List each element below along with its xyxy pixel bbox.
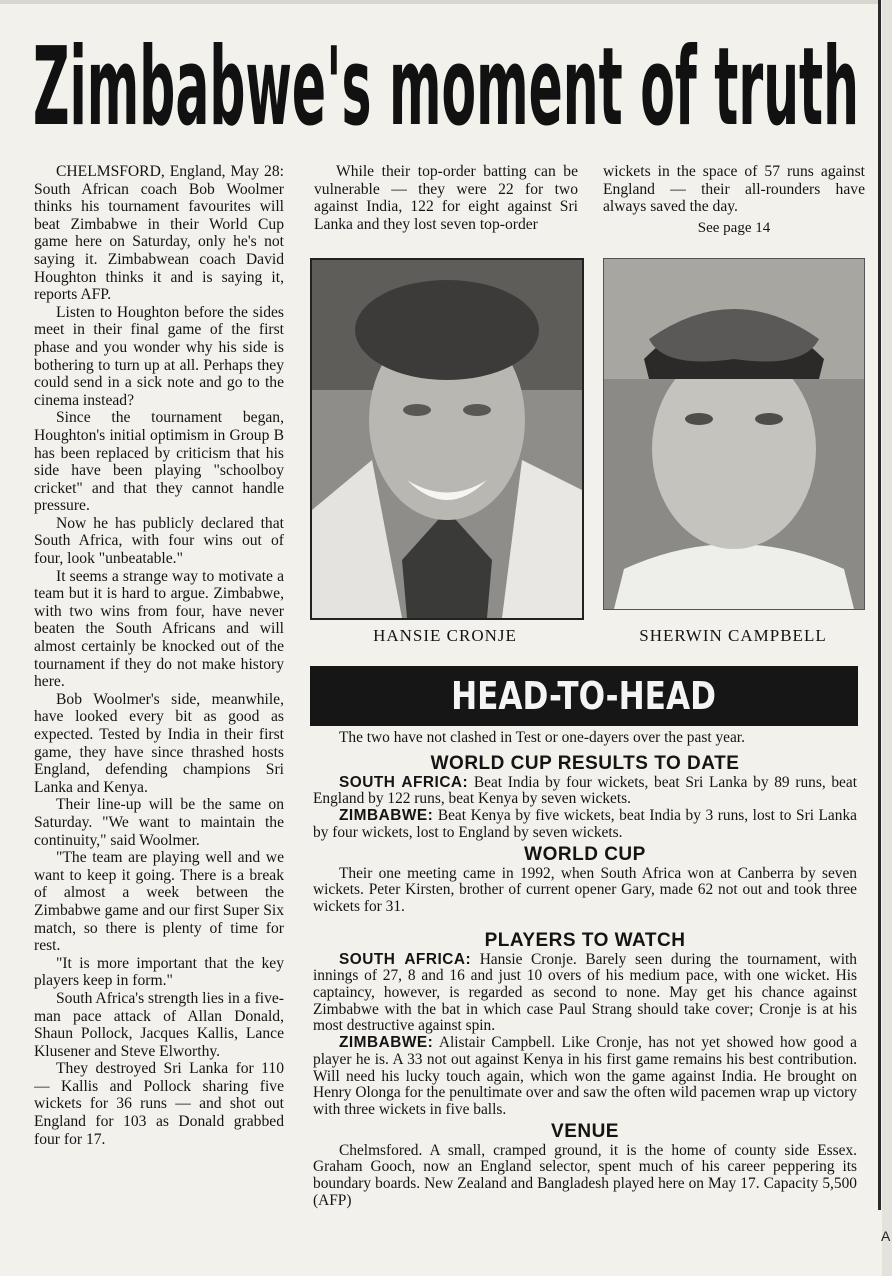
paragraph: Now he has publicly declared that South Africa, with four wins out of four, look "unbeatable.": [34, 514, 284, 568]
edge-letter: A: [881, 1228, 891, 1244]
banner-title: HEAD-TO-HEAD: [451, 674, 717, 718]
page-edge: [882, 0, 892, 1276]
paragraph: It seems a strange way to motivate a team but it is hard to argue. Zimbabwe, with two wins from four, have never beaten the South Africans and will almost certainly be knocked out of the tournament if they do not make history here.: [34, 567, 284, 691]
article-column-3: [603, 163, 865, 253]
zim-player: [313, 1035, 857, 1119]
world-cup-text: Their one meeting came in 1992, when South Africa won at Canberra by seven wickets. Peter Kirsten, brother of current opener Gary, made 62 not out and took three wickets for 31.: [313, 864, 857, 915]
article-column-1: [34, 163, 284, 1253]
paragraph: "The team are playing well and we want to keep it going. There is a break of almost a week between the Zimbabwe game and our first Super Six match, so there is plenty of time for rest.: [34, 849, 284, 955]
column-rule: [878, 0, 881, 1210]
world-cup-heading: WORLD CUP: [524, 843, 646, 865]
photo-caption: SHERWIN CAMPBELL: [639, 626, 827, 645]
paragraph: They destroyed Sri Lanka for 110 — Kallis and Pollock sharing five wickets for 36 runs — and shot out England for 103 as Donald grabbed four for 17.: [34, 1060, 284, 1148]
team-label: SOUTH AFRICA:: [339, 773, 469, 791]
paragraph: Bob Woolmer's side, meanwhile, have looked every bit as good as expected. Tested by India in their first game, they have since thrashed hosts England, defending champions Sri Lanka and Kenya.: [34, 690, 284, 796]
player-text: Alistair Campbell. Like Cronje, has not yet showed how good a player he is. A 33 not out against Kenya in his first game remains his best contribution. Will need his lucky touch again, which won the game against India. He brought on Henry Olonga for the penultimate over and saw the often wild pacemen wrap up victory with three wickets in five balls.: [313, 1034, 857, 1118]
paragraph: Listen to Houghton before the sides meet in their final game of the first phase and you wonder why his side is bothering to turn up at all. Perhaps they could send in a sick note and go to the cinema instead?: [34, 303, 284, 409]
head-to-head-section: [313, 730, 857, 1250]
top-border: [0, 0, 878, 4]
player-text: Hansie Cronje. Barely seen during the tournament, with innings of 27, 8 and 16 and just 10 overs of his medium pace, with one wicket. His captaincy, however, is regarded as second to none. May get his chance against Zimbabwe with the bat in which case Paul Strang should take cover; Cronje is at his most destructive against spin.: [313, 950, 857, 1035]
paragraph: CHELMSFORD, England, May 28: South African coach Bob Woolmer thinks his tournament favourites will beat Zimbabwe in their World Cup game here on Saturday, only he's not saying it. Zimbabwean coach David Houghton thinks it and is saying it, reports AFP.: [34, 163, 284, 304]
players-heading: PLAYERS TO WATCH: [484, 929, 686, 951]
article-column-2: [314, 163, 578, 249]
paragraph: wickets in the space of 57 runs against England — their all-rounders have always saved the day.: [603, 163, 865, 216]
team-label: ZIMBABWE:: [339, 807, 434, 825]
results-text: Beat India by four wickets, beat Sri Lanka by 89 runs, beat England by 122 runs, beat Kenya by seven wickets.: [313, 773, 857, 808]
head-to-head-banner: [310, 666, 858, 726]
paragraph: South Africa's strength lies in a five-man pace attack of Allan Donald, Shaun Pollock, Jacques Kallis, Lance Klusener and Steve Elworthy.: [34, 989, 284, 1060]
results-text: Beat Kenya by five wickets, beat India by 3 runs, lost to Sri Lanka by four wickets, lost to England by seven wickets.: [313, 807, 857, 841]
photo-caption: HANSIE CRONJE: [373, 626, 517, 645]
photo-hansie-cronje: [310, 258, 584, 620]
results-heading: WORLD CUP RESULTS TO DATE: [430, 752, 740, 774]
spacer: [313, 916, 857, 928]
headline: [0, 12, 892, 142]
photo-sherwin-campbell: [603, 258, 865, 610]
paragraph: "It is more important that the key players keep in form.": [34, 954, 284, 990]
paragraph: While their top-order batting can be vulnerable — they were 22 for two against India, 122 for eight against Sri Lanka and they lost seven top-order: [314, 163, 578, 233]
zim-results: [313, 808, 857, 841]
sa-results: [313, 775, 857, 808]
venue-heading: VENUE: [551, 1120, 619, 1142]
h2h-intro: The two have not clashed in Test or one-dayers over the past year.: [339, 730, 745, 746]
headline-text: Zimbabwe's moment of truth: [33, 25, 859, 142]
sa-player: [313, 952, 857, 1036]
team-label: SOUTH AFRICA:: [339, 950, 472, 968]
paragraph: Their line-up will be the same on Saturday. "We want to maintain the continuity," said Woolmer.: [34, 796, 284, 849]
paragraph: Since the tournament began, Houghton's initial optimism in Group B has been replaced by criticism that his side have been playing "schoolboy cricket" and that they cannot handle pressure.: [34, 409, 284, 515]
see-page-link[interactable]: See page 14: [697, 219, 771, 236]
team-label: ZIMBABWE:: [339, 1034, 434, 1052]
venue-text: Chelmsfored. A small, cramped ground, it is the home of county side Essex. Graham Gooch, now an England selector, spent much of his career peppering its boundary boards. New Zealand and Bangladesh played here on May 17. Capacity 5,500 (AFP): [313, 1141, 857, 1209]
